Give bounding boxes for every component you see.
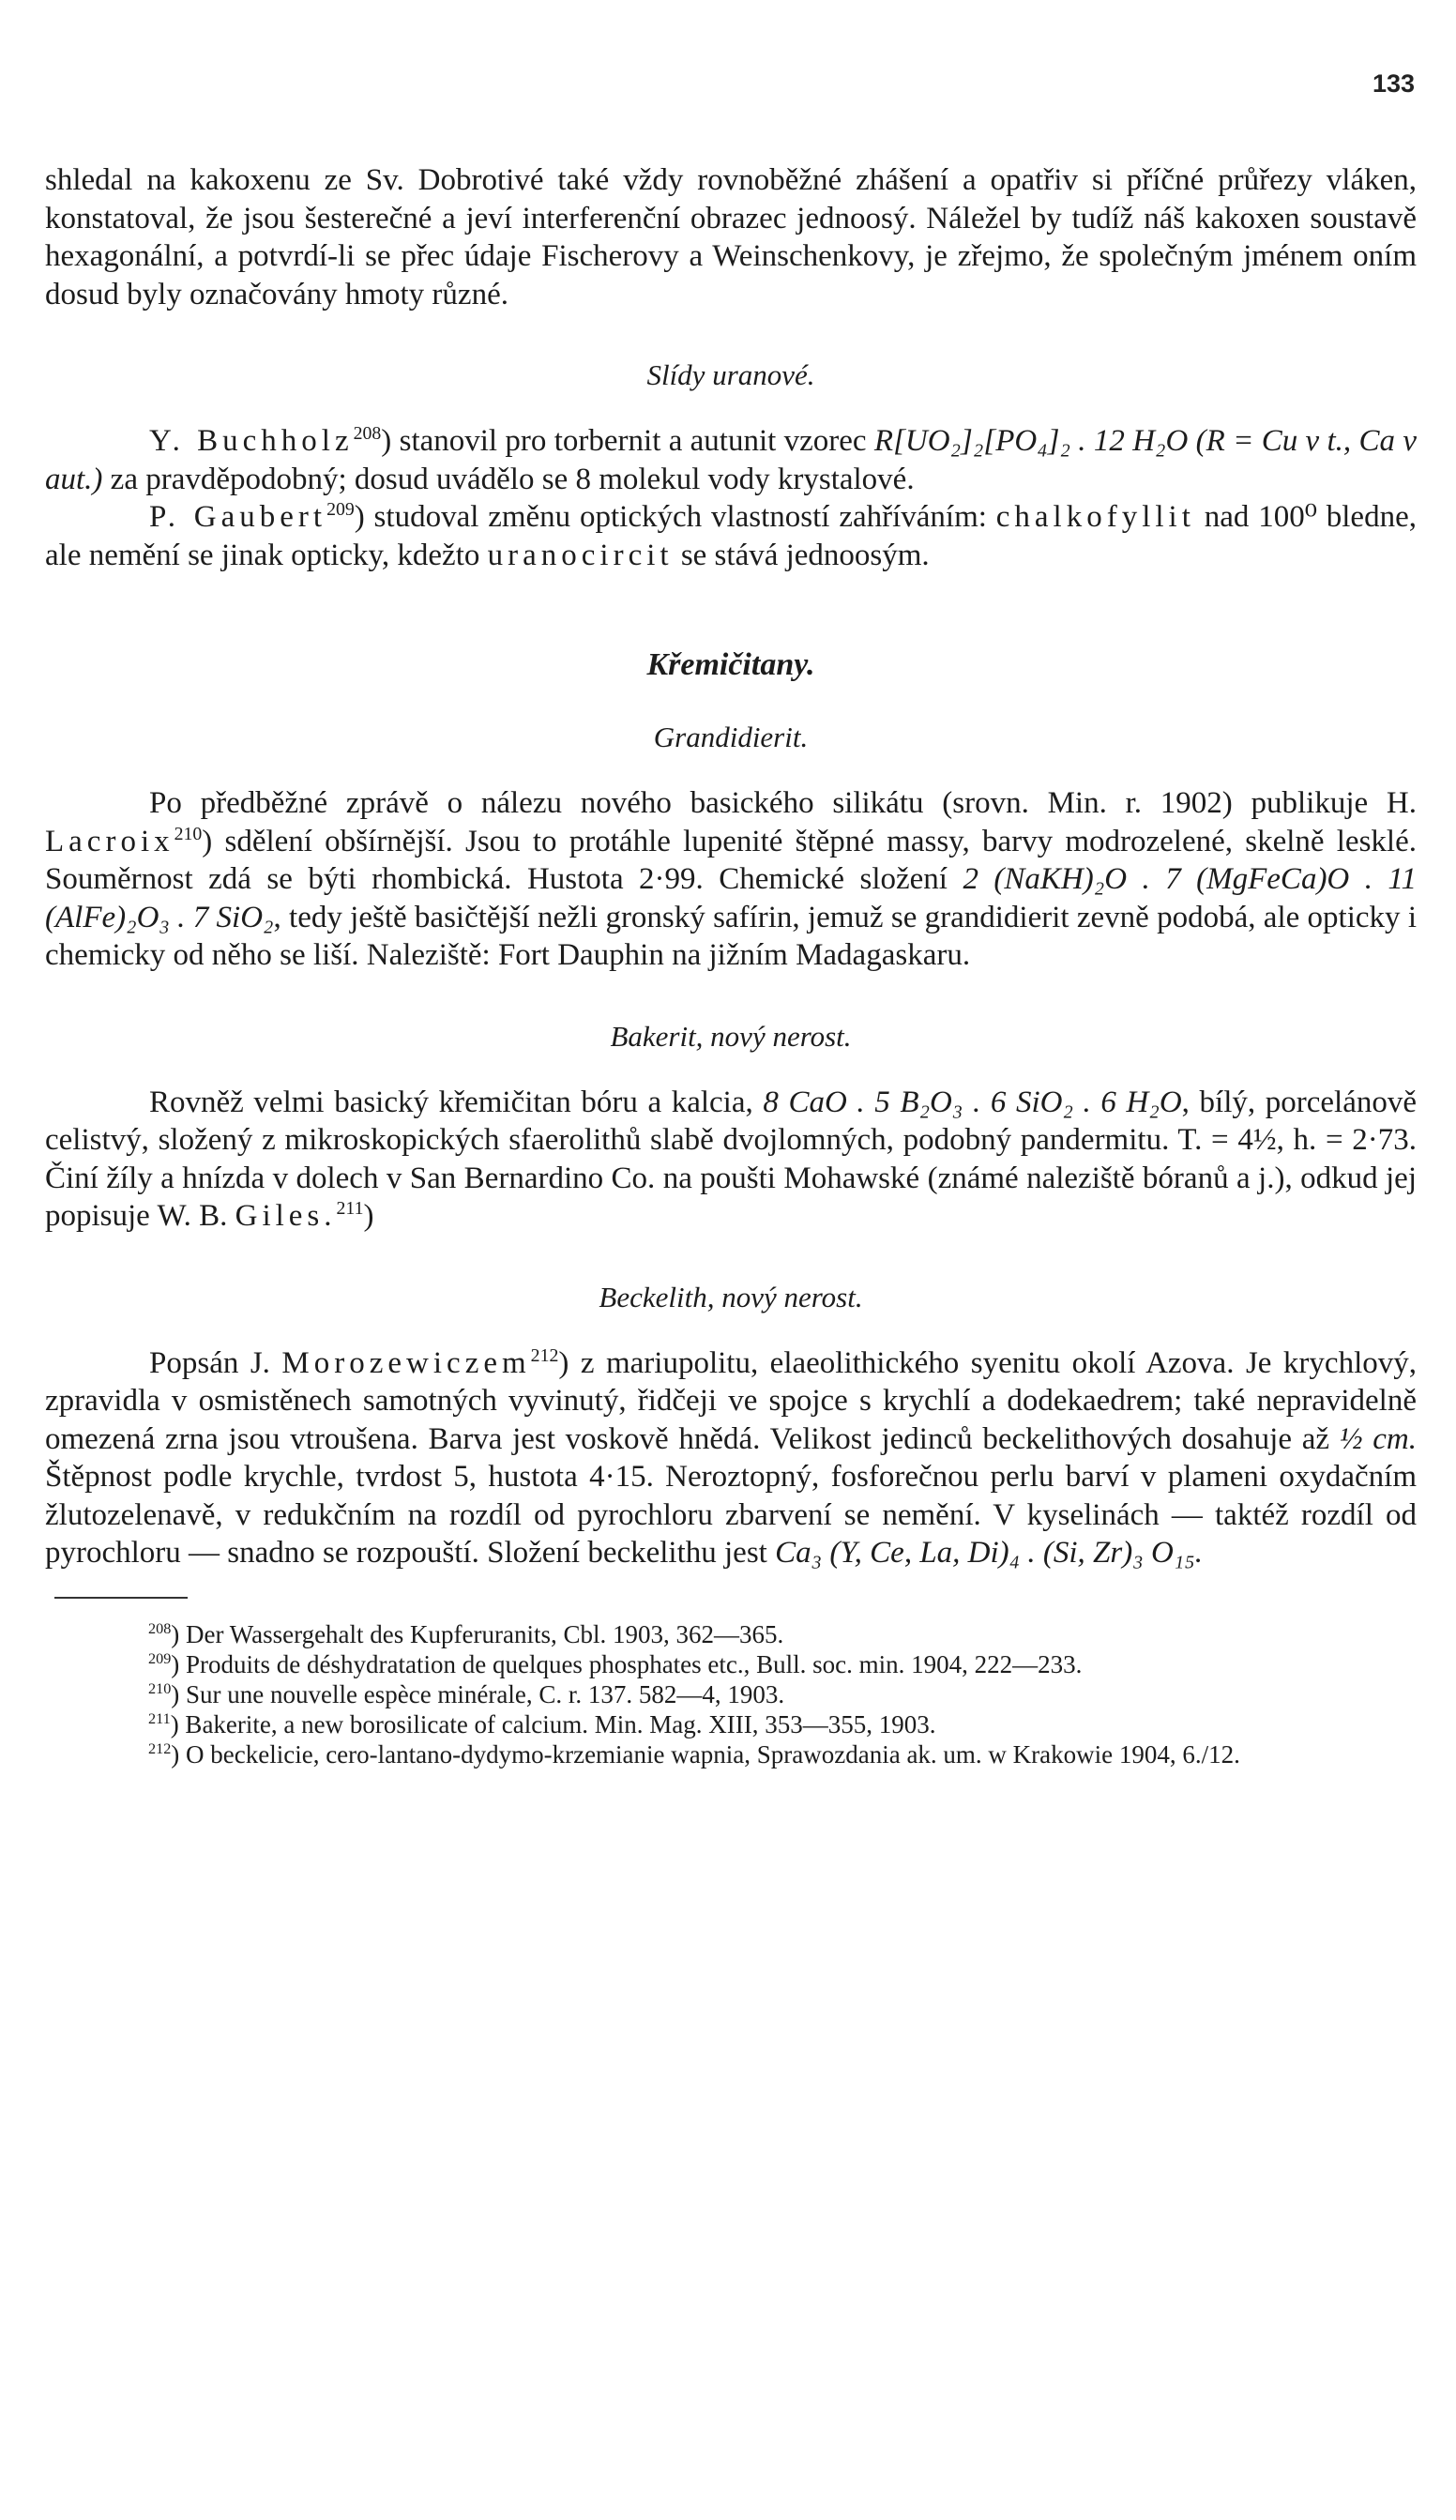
footnote-number: 208 (148, 1619, 172, 1637)
heading-bakerit: Bakerit, nový nerost. (610, 1019, 852, 1053)
author-name: Morozewiczem (281, 1345, 531, 1380)
heading-grandidierit: Grandidierit. (653, 721, 809, 753)
paragraph-buchholz: Y. Buchholz$^{208}$) stanovil pro torbernit a autunit vzorec R[UO₂]₂[PO₄]₂ . 12 H₂O (R = Cu v t., Ca v aut.) za pravděpodobný; dosud uvádělo se 8 molekul vody krystalové. (45, 423, 1417, 496)
footnote-ref: 212 (530, 1344, 559, 1366)
chemical-formula: R[UO₂]₂[PO₄]₂ . 12 H₂O (R = Cu v t., Ca v aut.) (45, 424, 1417, 496)
footnote-ref: 209 (326, 499, 355, 520)
footnote-number: 209 (148, 1649, 172, 1667)
footnotes (45, 1619, 1417, 1769)
footnote-210: $^{210}$) Sur une nouvelle espèce minérale, C. r. 137. 582—4, 1903. (148, 1679, 785, 1708)
chemical-formula: Ca₃ (Y, Ce, La, Di)₄ . (Si, Zr)₃ O₁₅. (775, 1536, 1203, 1570)
chemical-formula: 8 CaO . 5 B₂O₃ . 6 SiO₂ . 6 H₂O (763, 1085, 1182, 1119)
page-number: 133 (1372, 69, 1415, 98)
paragraph-grandidierit: Po předběžné zprávě o nálezu nového basického silikátu (srovn. Min. r. 1902) publikuje H. Lacroix$^{210}$) sdělení obšírnější. Jsou to protáhle lupenité štěpné massy, barvy modrozelené, skelně lesklé. Souměrnost zdá se býti rhombická. Hustota 2·99. Chemické složení 2 (NaKH)₂O . 7 (MgFeCa)O . 11 (AlFe)₂O₃ . 7 SiO₂, tedy ještě basičtější nežli gronský safírin, jemuž se grandidierit zevně podobá, ale opticky i chemicky od něho se liší. Naleziště: Fort Dauphin na jižním Madagaskaru. (45, 786, 1418, 972)
footnote-209: $^{209}$) Produits de déshydratation de quelques phosphates etc., Bull. soc. min. 1904, 222—233. (148, 1649, 1083, 1678)
heading-slidy-uranove: Slídy uranové. (646, 358, 815, 391)
footnote-ref: 208 (353, 423, 382, 444)
author-name: Giles. (235, 1199, 337, 1233)
footnote-211: $^{211}$) Bakerite, a new borosilicate of calcium. Min. Mag. XIII, 353—355, 1903. (148, 1709, 936, 1738)
footnote-divider (54, 1597, 188, 1599)
size-value: ½ cm. (1339, 1421, 1417, 1456)
footnote-208: $^{208}$) Der Wassergehalt des Kupferuranits, Cbl. 1903, 362—365. (148, 1619, 784, 1648)
footnote-ref: 211 (336, 1198, 364, 1219)
heading-beckelith: Beckelith, nový nerost. (599, 1280, 863, 1313)
paragraph-beckelith: Popsán J. Morozewiczem$^{212}$) z mariupolitu, elaeolithického syenitu okolí Azova. Je krychlový, zpravidla v osmistěnech samotných vyvinutý, řidčeji ve spojce s krychlí a dodekaedrem; také nepravidelně omezená zrna jsou vtroušena. Barva jest voskově hnědá. Velikost jedinců beckelithových dosahuje až ½ cm. Štěpnost podle krychle, tvrdost 5, hustota 4·15. Neroztopný, fosforečnou perlu barví v plameni oxydačním žlutozelenavě, v redukčním na rozdíl od pyrochloru zbarvení se nemění. V kyselinách — taktéž rozdíl od pyrochloru — snadno se rozpouští. Složení beckelithu jest Ca₃ (Y, Ce, La, Di)₄ . (Si, Zr)₃ O₁₅. (45, 1344, 1417, 1570)
mineral-name: chalkofyllit (995, 500, 1195, 534)
footnote-number: 211 (148, 1709, 171, 1727)
chemical-formula: 2 (NaKH)₂O . 7 (MgFeCa)O . 11 (AlFe)₂O₃ . 7 SiO₂ (45, 862, 1417, 934)
author-name: P. Gaubert (149, 500, 327, 534)
mineral-name: uranocircit (487, 538, 674, 572)
footnote-number: 210 (148, 1679, 172, 1697)
page-body (45, 161, 1417, 1769)
footnote-212: $^{212}$) O beckelicie, cero-lantano-dydymo-krzemianie wapnia, Sprawozdania ak. um. w Krakowie 1904, 6./12. (148, 1739, 1240, 1769)
heading-kremicitany: Křemičitany. (646, 647, 815, 682)
footnote-ref: 210 (174, 823, 203, 844)
paragraph-kakoxen: shledal na kakoxenu ze Sv. Dobrotivé také vždy rovnoběžné zhášení a opatřiv si příčné průřezy vláken, konstatoval, že jsou šesterečné a jeví interferenční obrazec jednoosý. Náležel by tudíž náš kakoxen soustavě hexagonální, a potvrdí-li se přec údaje Fischerovy a Weinschenkovy, je zřejmo, že společným jménem oním dosud byly označovány hmoty různé. (45, 163, 1417, 311)
paragraph-bakerit: Rovněž velmi basický křemičitan bóru a kalcia, 8 CaO . 5 B₂O₃ . 6 SiO₂ . 6 H₂O, bílý, porcelánově celistvý, složený z mikroskopických sfaerolithů slabě dvojlomných, podobný pandermitu. T. = 4½, h. = 2·73. Činí žíly a hnízda v dolech v San Bernardino Co. na poušti Mohawské (známé naleziště bóranů a j.), odkud jej popisuje W. B. Giles.$^{211}$) (45, 1085, 1417, 1233)
author-name: Lacroix (45, 824, 174, 858)
author-name: Y. Buchholz (149, 424, 354, 458)
footnote-number: 212 (148, 1739, 172, 1757)
paragraph-gaubert: P. Gaubert$^{209}$) studoval změnu optických vlastností zahříváním: chalkofyllit nad 100⁰ bledne, ale nemění se jinak opticky, kdežto uranocircit se stává jednoosým. (45, 499, 1417, 572)
